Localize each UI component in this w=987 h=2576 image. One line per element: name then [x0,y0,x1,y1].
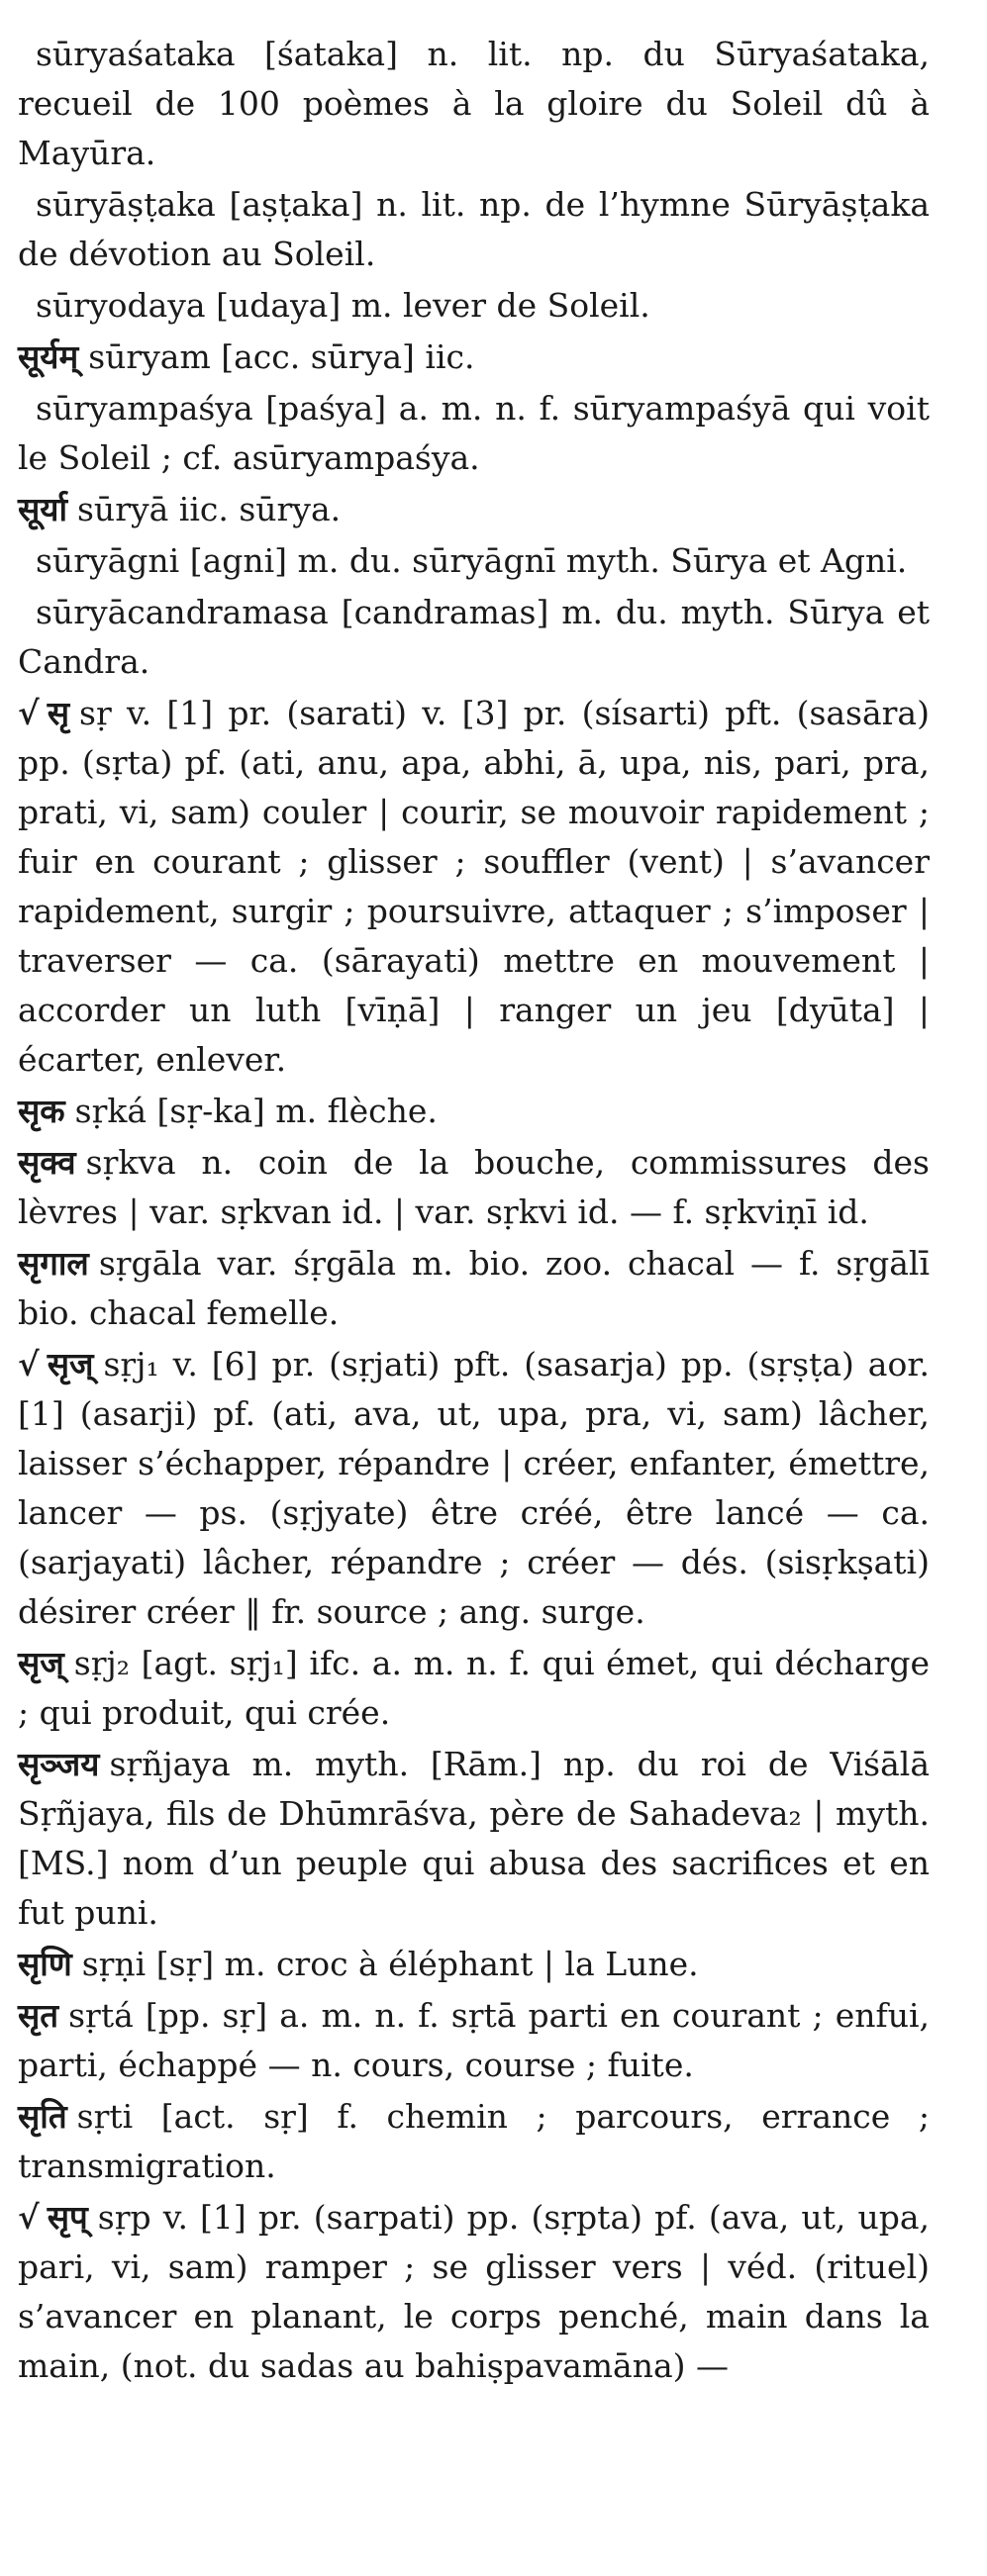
entry-text: sūryāṣṭaka [aṣṭaka] n. lit. np. de l’hymne Sūryāṣṭaka de dévotion au Soleil. [18,185,930,273]
entry-srta [18,1991,930,2090]
entry-text: sūryodaya [udaya] m. lever de Soleil. [36,286,650,325]
entry-suryastaka [18,180,930,279]
devanagari-headword: सूर्यम् [18,337,79,376]
devanagari-headword: सृज् [18,1644,64,1682]
root-sign-icon: √ [18,1345,40,1383]
entry-srka [18,1087,930,1136]
entry-suryodaya [18,281,930,331]
entry-text: sṛká [sṛ-ka] m. flèche. [74,1092,438,1130]
entry-text: sṛ v. [1] pr. (sarati) v. [3] pr. (sísarti) pft. (sasāra) pp. (sṛta) pf. (ati, anu, apa, abhi, ā, upa, nis, pari, pra, prati, vi, sam) couler | courir, se mouvoir rapidement ; fuir en courant ; glisser ; souffler (vent) | s’avancer rapidement, surgir ; poursuivre, attaquer ; s’imposer | traverser — ca. (sārayati) mettre en mouvement | accorder un luth [vīṇā] | ranger un jeu [dyūta] | écarter, enlever. [18,694,930,1079]
entry-text: sṛgāla var. śṛgāla m. bio. zoo. chacal — f. sṛgālī bio. chacal femelle. [18,1244,930,1332]
entry-srgala [18,1239,930,1338]
entry-text: sṛj₁ v. [6] pr. (sṛjati) pft. (sasarja) pp. (sṛṣṭa) aor. [1] (asarji) pf. (ati, ava, ut, upa, pra, vi, sam) lâcher, laisser s’échapper, répandre | créer, enfanter, émettre, lancer — ps. (sṛjyate) être créé, être lancé — ca. (sarjayati) lâcher, répandre ; créer — dés. (sisṛkṣati) désirer créer ‖ fr. source ; ang. surge. [18,1345,930,1631]
entry-srkva [18,1138,930,1237]
entry-text: sṛṇi [sṛ] m. croc à éléphant | la Lune. [81,1945,699,1983]
devanagari-headword: सृति [18,2097,67,2136]
entry-text: sṛp v. [1] pr. (sarpati) pp. (sṛpta) pf. (ava, ut, upa, pari, vi, sam) ramper ; se glisser vers | véd. (rituel) s’avancer en planant, le corps penché, main dans la main, (not. du sadas au bahiṣpavamāna) — [18,2198,930,2385]
devanagari-headword: सूर्या [18,490,67,528]
devanagari-headword: सृणि [18,1945,72,1983]
entry-suryampasya [18,384,930,483]
entry-srj1-root [18,1340,930,1637]
entry-text: sṛtá [pp. sṛ] a. m. n. f. sṛtā parti en courant ; enfui, parti, échappé — n. cours, course ; fuite. [18,1996,930,2084]
entry-suryam [18,333,930,382]
devanagari-headword: सृप् [47,2198,88,2237]
entry-srnjaya [18,1740,930,1938]
entry-srti [18,2092,930,2191]
entry-srni [18,1940,930,1989]
entry-text: sṛti [act. sṛ] f. chemin ; parcours, errance ; transmigration. [18,2097,930,2185]
entry-suryasataka [18,30,930,178]
entry-srp-root [18,2193,930,2391]
entry-text: sūryācandramasa [candramas] m. du. myth. Sūrya et Candra. [18,593,930,681]
root-sign-icon: √ [18,2198,40,2237]
entry-text: sūryampaśya [paśya] a. m. n. f. sūryampaśyā qui voit le Soleil ; cf. asūryampaśya. [18,389,930,477]
entry-text: sṛj₂ [agt. sṛj₁] ifc. a. m. n. f. qui émet, qui décharge ; qui produit, qui crée. [18,1644,930,1732]
entry-text: sūryāgni [agni] m. du. sūryāgnī myth. Sūrya et Agni. [36,541,908,580]
entry-text: sūryam [acc. sūrya] iic. [88,337,475,376]
devanagari-headword: सृत [18,1996,59,2035]
devanagari-headword: सृक्व [18,1143,76,1182]
devanagari-headword: सृगाल [18,1244,89,1283]
root-sign-icon: √ [18,694,40,732]
entry-text: sṛñjaya m. myth. [Rām.] np. du roi de Viśālā Sṛñjaya, fils de Dhūmrāśva, père de Sahadeva₂ | myth. [MS.] nom d’un peuple qui abusa des sacrifices et en fut puni. [18,1745,930,1932]
entry-sr-root [18,689,930,1085]
devanagari-headword: सृ [47,694,70,732]
entry-text: sṛkva n. coin de la bouche, commissures des lèvres | var. sṛkvan id. | var. sṛkvi id. — f. sṛkviṇī id. [18,1143,930,1231]
devanagari-headword: सृक [18,1092,65,1130]
entry-suryacandramasa [18,588,930,687]
entry-surya [18,485,930,534]
devanagari-headword: सृञ्जय [18,1745,100,1783]
entry-srj2 [18,1639,930,1738]
entry-text: sūryā iic. sūrya. [77,490,342,528]
entry-suryagni [18,536,930,586]
entry-text: sūryaśataka [śataka] n. lit. np. du Sūryaśataka, recueil de 100 poèmes à la gloire du Soleil dû à Mayūra. [18,35,930,172]
devanagari-headword: सृज् [47,1345,94,1383]
